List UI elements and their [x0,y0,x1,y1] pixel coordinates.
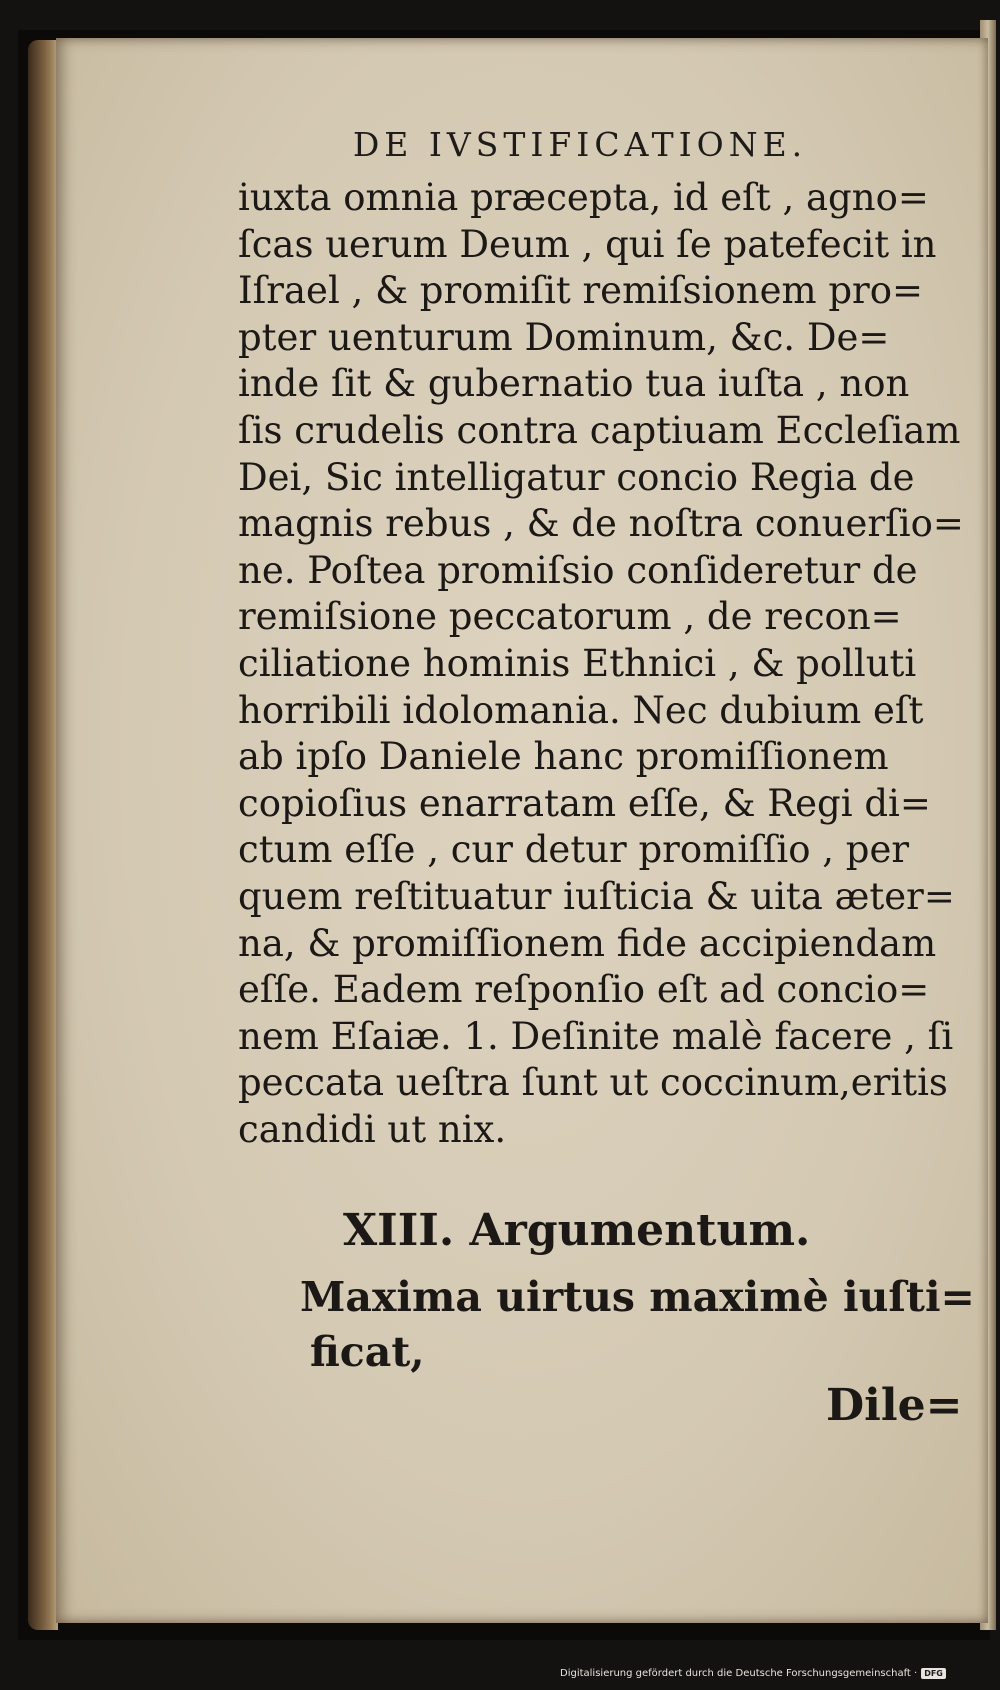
text-line: ne. Poſtea promiſsio conſideretur de [238,548,918,592]
text-line: ab ipſo Daniele hanc promiſſionem [238,735,889,779]
subtitle-line: Maxima uirtus maximè iuſti= [300,1273,975,1321]
catchword: Dile= [826,1380,963,1431]
text-line: remiſsione peccatorum , de recon= [238,595,902,639]
text-line: ctum eſſe , cur detur promiſſio , per [238,828,910,872]
section-title: XIII. Argumentum. [343,1205,811,1256]
subtitle-line: ficat, [310,1328,425,1376]
text-line: inde ſit & gubernatio tua iuſta , non [238,362,910,406]
section-subtitle [300,1270,975,1380]
body-text [238,175,964,1153]
running-header: DE IVSTIFICATIONE. [352,125,808,164]
text-line: iuxta omnia præcepta, id eſt , agno= [238,176,929,219]
book-spine-edge [28,40,58,1630]
text-line: horribili idolomania. Nec dubium eſt [238,688,924,732]
text-line: magnis rebus , & de noſtra conuerſio= [238,502,964,546]
text-line: quem reſtituatur iuſticia & uita æter= [238,874,955,918]
text-line: candidi ut nix. [238,1107,507,1151]
text-line: na, & promiſſionem fide accipiendam [238,921,937,965]
footer-credit: Digitalisierung gefördert durch die Deutsche Forschungsgemeinschaft · [560,1668,918,1679]
text-line: nem Eſaiæ. 1. Deſinite malè facere , ſi [238,1014,954,1058]
dfg-logo: DFG [921,1668,946,1679]
text-line: pter uenturum Dominum, &c. De= [238,315,890,359]
text-line: ciliatione hominis Ethnici , & polluti [238,641,917,685]
text-line: Dei, Sic intelligatur concio Regia de [238,455,915,499]
text-line: ſcas uerum Deum , qui ſe patefecit in [238,222,937,266]
text-line: copioſius enarratam eſſe, & Regi di= [238,781,931,825]
text-line: Iſrael , & promiſit remiſsionem pro= [238,269,924,313]
digitization-footer [560,1668,946,1679]
text-line: ſis crudelis contra captiuam Eccleſiam [238,408,961,452]
text-line: peccata ueſtra ſunt ut coccinum,eritis [238,1061,948,1105]
text-line: eſſe. Eadem reſponſio eſt ad concio= [238,968,930,1012]
